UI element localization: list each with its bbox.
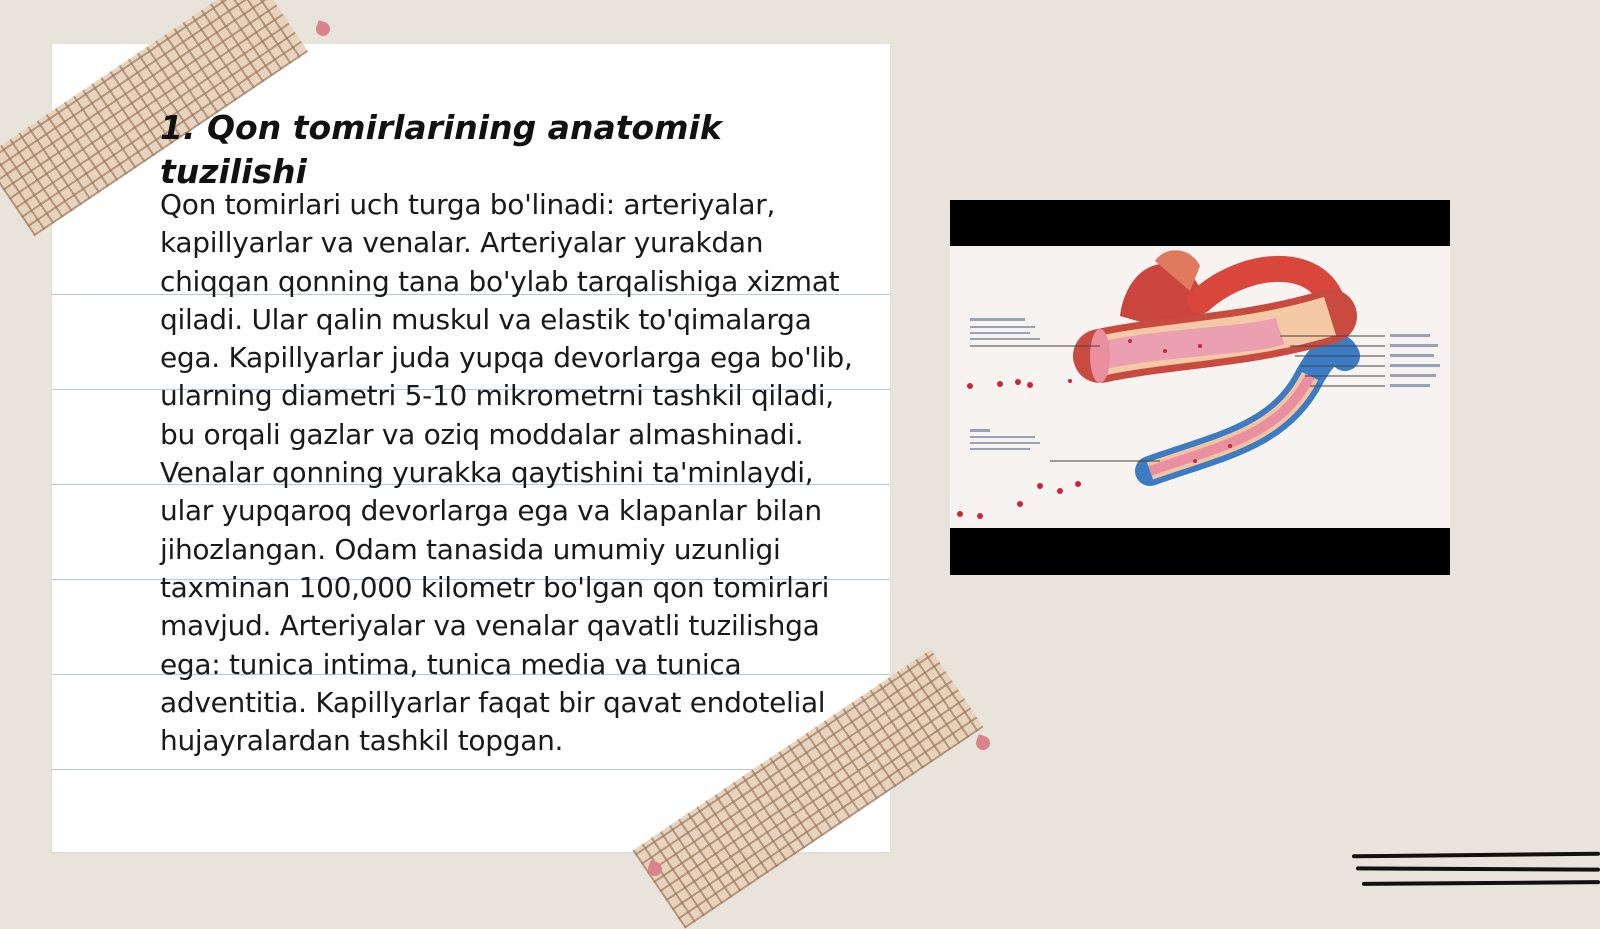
slide-body-text: Qon tomirlari uch turga bo'linadi: arteriyalar, kapillyarlar va venalar. Arteriyalar yurakdan chiqqan qonning tana bo'ylab tarqalishiga xizmat qiladi. Ular qalin muskul va elastik to'qimalarga ega. Kapillyarlar juda yupqa devorlarga ega bo'lib, ularning diametri 5-10 mikrometrni tashkil qiladi, bu orqali gazlar va oziq moddalar almashinadi. Venalar qonning yurakka qaytishini ta'minlaydi, ular yupqaroq devorlarga ega va klapanlar bilan jihozlangan. Odam tanasida umumiy uzunligi taxminan 100,000 kilometr bo'lgan qon tomirlari mavjud. Arteriyalar va venalar qavatli tuzilishga ega: tunica intima, tunica media va tunica adventitia. Kapillyarlar faqat bir qavat endotelial hujayralardan tashkil topgan. (160, 188, 853, 758)
blood-vessel-illustration-icon (950, 246, 1450, 528)
decorative-scribble (1356, 866, 1600, 871)
decorative-scribble (1352, 852, 1600, 859)
slide-title: 1. Qon tomirlarining anatomik tuzilishi (160, 108, 722, 191)
tape-corner-pin (974, 734, 992, 752)
tape-corner-pin (314, 20, 332, 38)
video-frame[interactable] (950, 200, 1450, 575)
decorative-scribble (1362, 880, 1600, 886)
